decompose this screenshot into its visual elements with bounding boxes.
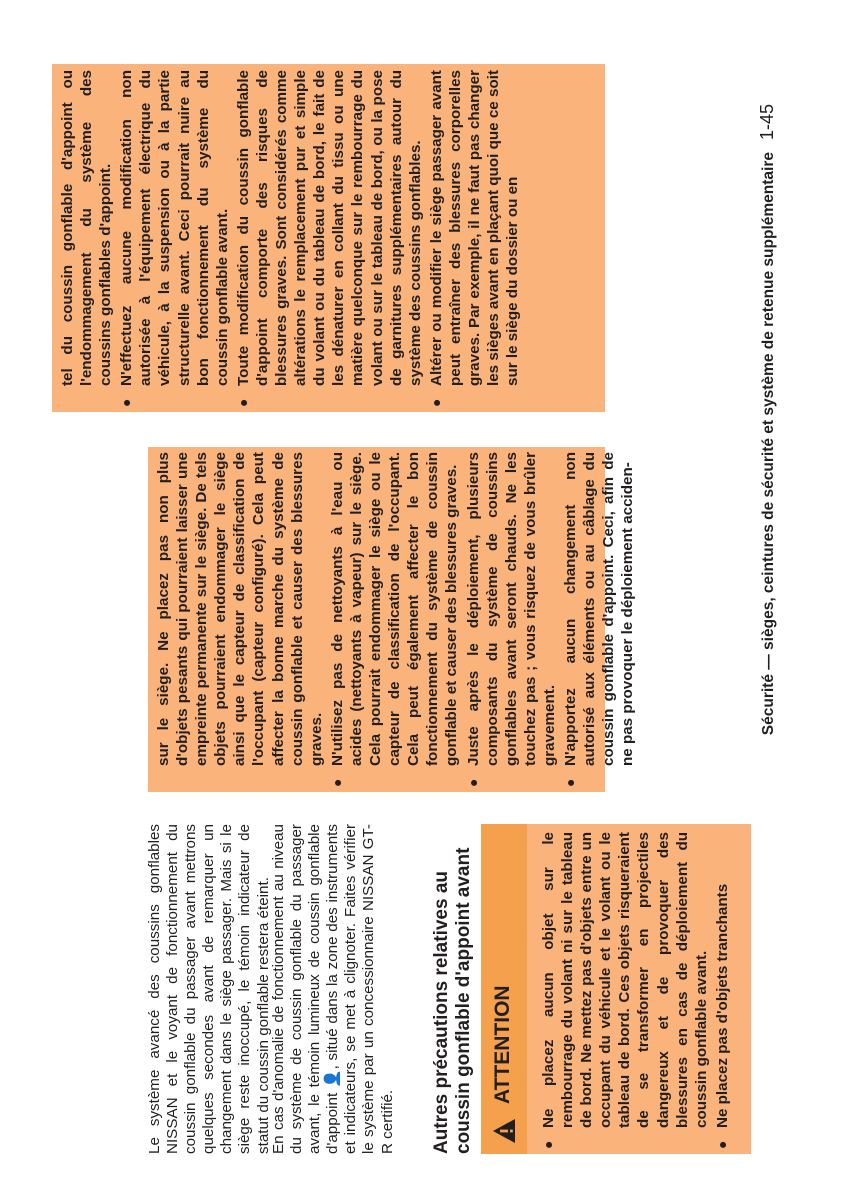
bullet-icon: ● [427, 398, 444, 407]
warning-box-continued-2 [52, 64, 605, 412]
continuation-text: tel du coussin gonflable d'appoint ou l'endommagement du système des coussins gonflables d'appoint. [59, 70, 115, 386]
intro-paragraph-2 [270, 824, 397, 1154]
warning-list [539, 832, 734, 1154]
list-item: ● Juste après le déploiement, plusieurs composants du système de coussins gonflables avant seront chauds. Ne les touchez pas ; vous risquez de vous brûler gravement. [464, 452, 558, 787]
list-item: ● N'apportez aucun changement non autorisé aux éléments ou au câblage du coussin gonflable d'appoint. Ceci, afin de ne pas provoquer le déploiement acciden- [561, 452, 637, 787]
intro-paragraph-2-end: , situé dans la zone des instruments et indicateurs, se met à clignoter. Faites vérifier le système par un concessionnaire NISSAN GT-R certifié. [324, 824, 396, 1154]
list-item: ● Ne placez pas d'objets tranchants [713, 883, 731, 1149]
bullet-list [117, 70, 522, 412]
list-item: ● Toute modification du coussin gonflable d'appoint comporte des risques de blessures graves. Sont considérés comme altérations le remplacement pur et simple du volant ou du tableau de bord, le fait de les dénaturer en collant du tissu ou une matière quelconque sur le rembourrage du volant ou sur le tableau de bord, ou la pose de garnitures supplémentaires autour du système des coussins gonflables. [234, 70, 424, 407]
intro-paragraph-2-start: En cas d'anomalie de fonctionnement au niveau du système de coussin gonflable du passager avant, le témoin lumineux de coussin gonflable d'appoint [270, 824, 342, 1154]
warning-list-continued-2 [58, 70, 524, 412]
section-heading: Autres précautions relatives au coussin gonflable d'appoint avant [431, 847, 474, 1154]
bullet-icon: ● [540, 1140, 556, 1149]
page-number: 1-45 [757, 103, 777, 140]
bullet-icon: ● [464, 778, 481, 787]
bullet-icon: ● [328, 778, 345, 787]
list-item: ● N'utilisez pas de nettoyants à l'eau ou acides (nettoyants à vapeur) sur le siège. Cela pourrait endommager le siège ou le capteur de classification de l'occupant. Cela peut également affecter le bon fonctionnement du système de coussin gonflable et causer des blessures graves. [328, 452, 461, 787]
bullet-icon: ● [561, 778, 578, 787]
warning-header [481, 824, 527, 1154]
list-item: ● Ne placez aucun objet sur le rembourrage du volant ni sur le tableau de bord. Ne mettez pas d'objets entre un occupant du véhicule et le volant ou le tableau de bord. Ces objets risqueraient de se transformer en projectiles dangereux et de provoquer des blessures en cas de déploiement du coussin gonflable avant. [540, 832, 710, 1149]
warning-title: ATTENTION [491, 985, 514, 1104]
airbag-warning-icon: 👤 [324, 1069, 342, 1089]
bullet-icon: ● [713, 1140, 730, 1149]
warning-box-continued [148, 447, 637, 792]
bullet-icon: ● [234, 398, 251, 407]
warning-list-continued [154, 452, 639, 792]
bullet-icon: ● [118, 398, 135, 407]
list-item: ● Altérer ou modifier le siège passager avant peut entraîner des blessures corporelles graves. Par exemple, il ne faut pas changer les sièges avant en plaçant quoi que ce soit sur le siège du dossier ou en [427, 70, 522, 407]
footer-section-title: Sécurité — sièges, ceintures de sécurité et système de retenue supplémentaire [760, 152, 777, 736]
warning-box [481, 824, 751, 1154]
bullet-list [328, 452, 638, 792]
list-item: ● N'effectuez aucune modification non autorisée à l'équipement électrique du véhicule, à la suspension ou à la partie structurelle avant. Ceci pourrait nuire au bon fonctionnement du système du coussin gonflable avant. [118, 70, 231, 407]
intro-paragraph-1: Le système avancé des coussins gonflables NISSAN et le voyant de fonctionnement du coussin gonflable du passager avant mettrons quelques secondes avant de remarquer un changement dans le siège passager. Mais si le siège reste inoccupé, le témoin indicateur de statut du coussin gonflable restera éteint. [146, 824, 272, 1154]
continuation-text: sur le siège. Ne placez pas non plus d'objets pesants qui pourraient laisser une empreinte permanente sur le siège. De tels objets pourraient endommager le siège ainsi que le capteur de classification de l'occupant (capteur configuré). Cela peut affecter la bonne marche du système de coussin gonflable et causer des blessures graves. [155, 452, 325, 766]
